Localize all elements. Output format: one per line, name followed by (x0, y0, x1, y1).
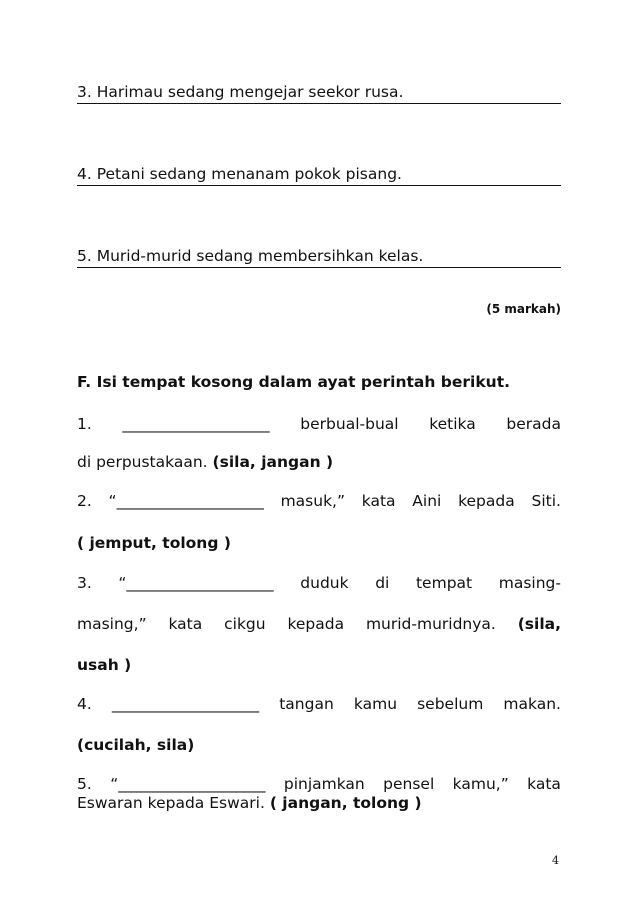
q1-number: 1. (77, 415, 92, 433)
sentence-4-text: 4. Petani sedang menanam pokok pisang. (77, 164, 561, 186)
q3-word: masing,” (77, 615, 147, 633)
q2-word: Aini (412, 492, 442, 510)
q3-word: masing- (498, 574, 561, 592)
page-number: 4 (552, 854, 559, 867)
q3-hint-end: usah ) (77, 656, 132, 674)
q4-blank: ___________________ (111, 695, 260, 713)
q4-word: makan. (503, 695, 561, 713)
marks-label: (5 markah) (486, 302, 561, 316)
q5-word: kamu,” (452, 775, 509, 793)
q3-word: duduk (300, 574, 349, 592)
q3-number: 3. (77, 574, 92, 592)
q1-word: berada (506, 415, 561, 433)
q3-word: kata (168, 615, 203, 633)
q2-number: 2. (77, 492, 92, 510)
q4-hint: (cucilah, sila) (77, 736, 195, 754)
q5-word: pensel (383, 775, 435, 793)
q1-hint: (sila, jangan ) (212, 453, 334, 471)
q1-word: ketika (429, 415, 476, 433)
q2-word: masuk,” (280, 492, 346, 510)
sentence-5 (77, 246, 561, 268)
q2-word: kepada (458, 492, 515, 510)
question-1-line-1 (77, 414, 561, 434)
q5-number: 5. (77, 775, 92, 793)
question-3-line-2 (77, 614, 561, 634)
q3-word: murid-muridnya. (365, 615, 496, 633)
q3-blank: “___________________ (118, 574, 274, 592)
q4-word: kamu (353, 695, 398, 713)
q2-blank: “___________________ (108, 492, 264, 510)
q1-text: di perpustakaan. (77, 453, 208, 471)
q3-hint: (sila, (517, 615, 561, 633)
q5-text: Eswaran kepada Eswari. (77, 794, 265, 812)
q5-hint: ( jangan, tolong ) (269, 794, 422, 812)
question-5-line-2 (77, 793, 561, 813)
q5-word: pinjamkan (283, 775, 365, 793)
question-3-line-1 (77, 573, 561, 593)
q4-word: tangan (279, 695, 334, 713)
q5-word: kata (527, 775, 561, 793)
q3-word: cikgu (224, 615, 266, 633)
sentence-4 (77, 164, 561, 186)
question-5-line-1 (77, 774, 561, 794)
section-f-heading: F. Isi tempat kosong dalam ayat perintah berikut. (77, 373, 511, 391)
question-1-line-2 (77, 452, 561, 472)
q1-blank: ___________________ (122, 415, 270, 433)
q1-word: berbual-bual (300, 415, 399, 433)
q2-hint: ( jemput, tolong ) (77, 534, 231, 552)
sentence-3-text: 3. Harimau sedang mengejar seekor rusa. (77, 82, 561, 104)
q2-word: kata (361, 492, 396, 510)
q3-word: kepada (287, 615, 345, 633)
question-2-line-1 (77, 491, 561, 511)
q3-word: di (375, 574, 390, 592)
q3-word: tempat (415, 574, 473, 592)
sentence-5-text: 5. Murid-murid sedang membersihkan kelas. (77, 246, 561, 268)
sentence-3 (77, 82, 561, 104)
q2-word: Siti. (531, 492, 561, 510)
question-4-line-1 (77, 694, 561, 714)
q4-number: 4. (77, 695, 92, 713)
q4-word: sebelum (417, 695, 484, 713)
q5-blank: “___________________ (110, 775, 266, 793)
